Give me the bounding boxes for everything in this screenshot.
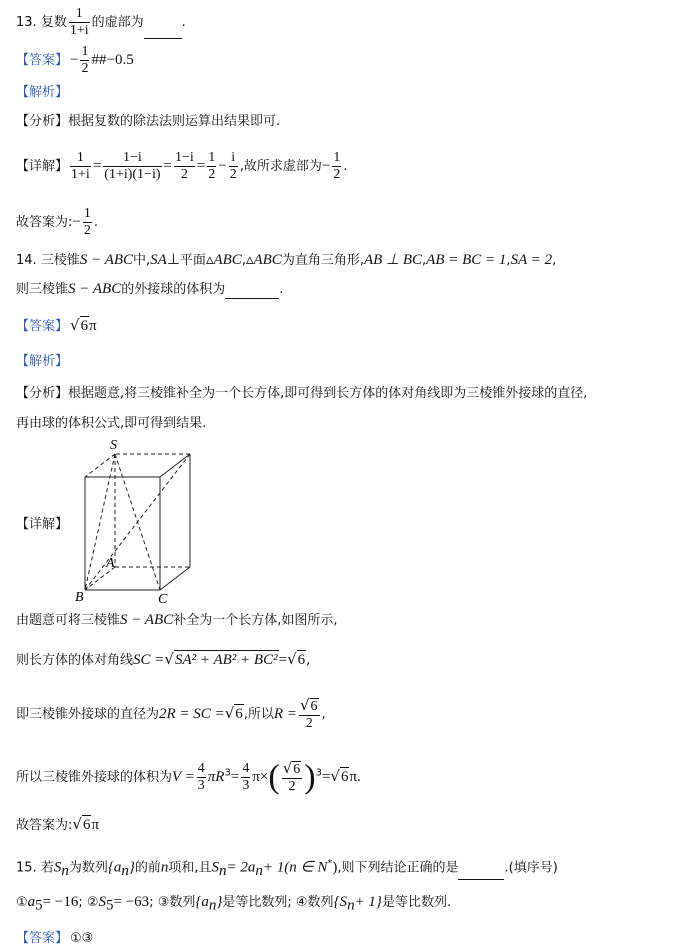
answer-tag: 【答案】 bbox=[16, 53, 69, 68]
q14-detail-p4: 所以三棱锥外接球的体积为V = $\frac{4}{3}$ $\pi R^3=$ $\frac{4}{3}$ π×( $\frac{√6}{2}$ )$^3$=√6π. bbox=[16, 758, 361, 796]
q15-blank bbox=[458, 865, 504, 880]
q13-analysis-tag: 【解析】 bbox=[16, 85, 69, 100]
detail-tag: 【详解】 bbox=[16, 159, 69, 174]
q15-stem: 15. 若$S_n$为数列$\{a_n\}$的前n项和,且$S_n= 2a_n+ 1(n$ ∈ N*),则下列结论正确的是 .(填序号) bbox=[16, 858, 558, 879]
q14-fenxi-line2: 再由球的体积公式,即可得到结果. bbox=[16, 416, 207, 431]
q14-number: 14. bbox=[16, 253, 37, 268]
q14-figure bbox=[70, 432, 210, 604]
q14-final: 故答案为:√6π bbox=[16, 815, 100, 833]
q13-stem-suffix: 的虚部为 bbox=[91, 15, 144, 30]
q13-stem-prefix: 复数 bbox=[40, 15, 67, 30]
q13-number: 13. bbox=[16, 15, 37, 30]
q13-detail: 【详解】 $\frac{1}{1+i}$ = $\frac{1-i}{(1+i)(1-i)}$ = $\frac{1-i}{2}$ = $\frac{1}{2}$ − $\frac{i}{2}$ ,故所求虚部为− $\frac{1}{2}$ . bbox=[16, 150, 348, 182]
fenxi-tag: 【分析】 bbox=[16, 114, 69, 129]
q14-answer: 【答案】 √6π bbox=[16, 316, 97, 334]
fig-label-C: C bbox=[158, 592, 168, 604]
q13-answer: 【答案】 − $\frac{1}{2}$ ##−0.5 bbox=[16, 44, 134, 76]
q13-final: 故答案为:− $\frac{1}{2}$ . bbox=[16, 206, 98, 238]
fenxi-tag: 【分析】 bbox=[16, 386, 69, 401]
q14-fenxi-line1: 【分析】根据题意,将三棱锥补全为一个长方体,即可得到长方体的体对角线即为三棱锥外接球的直径, bbox=[16, 386, 588, 401]
q15-options: $①a_5= -16$; $②S_5= -63$; ③数列$\{a_n\}$是等比数列; ④数列$\{S_n+ 1\}$是等比数列. bbox=[16, 894, 452, 914]
q13-blank bbox=[144, 24, 182, 39]
q14-analysis-tag: 【解析】 bbox=[16, 354, 69, 369]
q14-detail-p3: 即三棱锥外接球的直径为2R = SC =√6,所以R = $\frac{√6}{2}$ , bbox=[16, 696, 326, 731]
q14-detail-p2: 则长方体的体对角线SC =√SA² + AB² + BC²=√6, bbox=[16, 650, 311, 668]
answer-tag: 【答案】 bbox=[16, 319, 69, 334]
q15-answer: 【答案】 ①③ bbox=[16, 931, 94, 946]
fig-label-S: S bbox=[110, 438, 117, 453]
q13-fraction: $\frac{1}{1+i}$ bbox=[69, 6, 89, 38]
q13-fenxi: 【分析】根据复数的除法法则运算出结果即可. bbox=[16, 114, 281, 129]
q14-detail-tag: 【详解】 bbox=[16, 517, 69, 532]
q14-stem-line2: 则三棱锥S − ABC的外接球的体积为 . bbox=[16, 281, 284, 297]
fig-label-B: B bbox=[75, 590, 84, 604]
q13-answer-fraction: $\frac{1}{2}$ bbox=[81, 44, 89, 76]
fig-label-A: A bbox=[106, 556, 115, 571]
q14-detail-p1: 由题意可将三棱锥S − ABC补全为一个长方体,如图所示, bbox=[16, 612, 338, 628]
q15-number: 15. bbox=[16, 860, 37, 876]
q14-stem-line1: 14. 三棱锥S − ABC中,SA⊥平面▵ABC,▵ABC为直角三角形,AB ⊥ BC,AB = BC = 1,SA = 2, bbox=[16, 252, 557, 268]
q14-blank bbox=[225, 284, 279, 299]
answer-tag: 【答案】 bbox=[16, 931, 69, 946]
q13-stem: 13. 复数 $\frac{1}{1+i}$ 的虚部为 . bbox=[16, 6, 186, 38]
